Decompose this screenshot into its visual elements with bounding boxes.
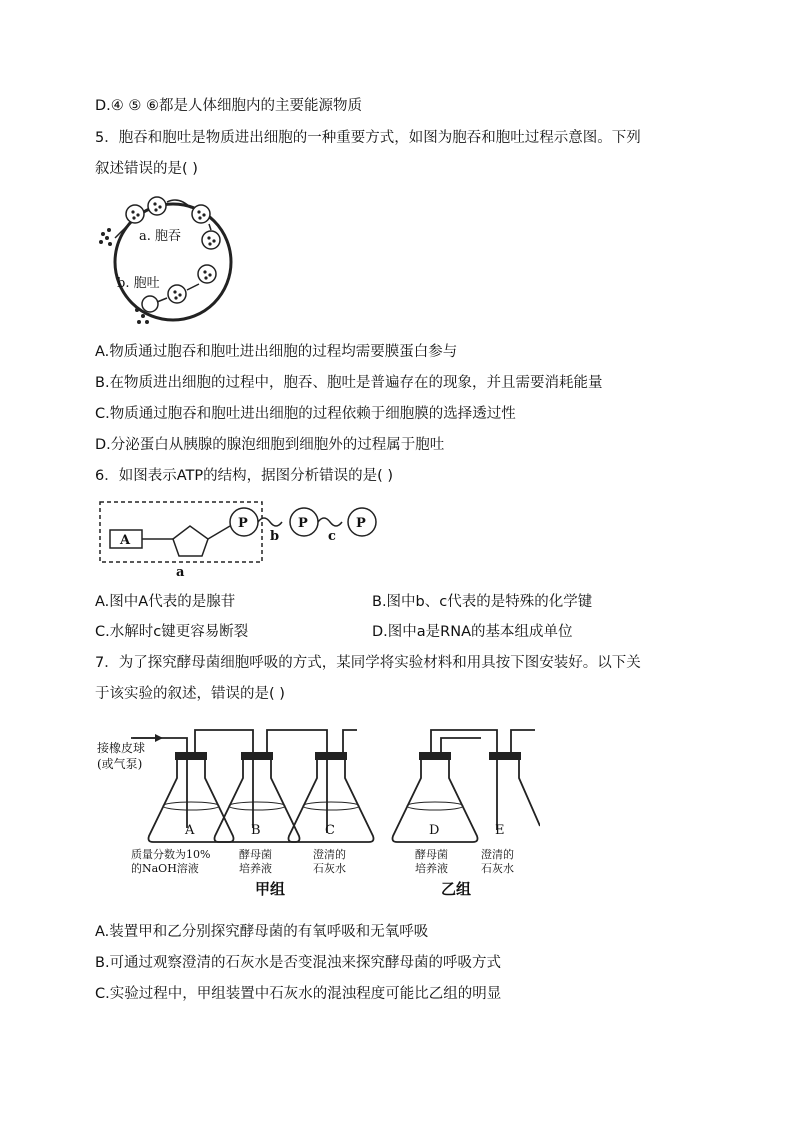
phosphate-3-label: P: [356, 516, 366, 531]
phosphate-1-label: P: [238, 516, 248, 531]
group-2-label: 乙组: [441, 880, 472, 898]
q6-option-c: C.水解时c键更容易断裂: [95, 624, 249, 640]
endocytosis-label: a. 胞吞: [139, 229, 182, 244]
adenine-box-label: A: [120, 533, 131, 548]
pump-label-1: 接橡皮球: [97, 741, 146, 755]
group-1-label: 甲组: [255, 880, 286, 898]
region-a-label: a: [176, 565, 185, 580]
q7-option-a: A.装置甲和乙分别探究酵母菌的有氧呼吸和无氧呼吸: [95, 924, 429, 940]
flask-c-label: C: [325, 823, 335, 838]
q5-stem-line1: 5．胞吞和胞吐是物质进出细胞的一种重要方式，如图为胞吞和胞吐过程示意图。下列: [95, 130, 641, 146]
flask-d-label: D: [429, 823, 440, 838]
q5-option-c: C.物质通过胞吞和胞吐进出细胞的过程依赖于细胞膜的选择透过性: [95, 406, 516, 422]
q5-option-b: B.在物质进出细胞的过程中，胞吞、胞吐是普遍存在的现象，并且需要消耗能量: [95, 375, 603, 391]
flask-d-desc-1: 酵母菌: [415, 848, 448, 861]
flask-c-desc-2: 石灰水: [313, 862, 346, 875]
flask-a-desc-1: 质量分数为10%: [131, 848, 211, 861]
pump-label-2: (或气泵): [97, 757, 143, 771]
bond-b-label: b: [270, 529, 280, 544]
bond-c-label: c: [328, 529, 336, 544]
flask-e-label: E: [495, 823, 505, 838]
flask-e-desc-1: 澄清的: [481, 848, 514, 861]
q7-option-c: C.实验过程中，甲组装置中石灰水的混浊程度可能比乙组的明显: [95, 986, 502, 1002]
flask-b-desc-2: 培养液: [239, 862, 272, 875]
vesicles: [126, 197, 220, 312]
phosphate-2-label: P: [298, 516, 308, 531]
endocytosis-exocytosis-figure: [95, 192, 245, 332]
atp-structure-figure: [98, 500, 388, 580]
yeast-respiration-apparatus-figure: [95, 718, 540, 900]
q5-stem-line2: 叙述错误的是( ): [95, 161, 198, 177]
q7-stem-line1: 7．为了探究酵母菌细胞呼吸的方式，某同学将实验材料和用具按下图安装好。以下关: [95, 655, 641, 671]
q5-option-d: D.分泌蛋白从胰腺的腺泡细胞到细胞外的过程属于胞吐: [95, 437, 445, 453]
q6-option-a: A.图中A代表的是腺苷: [95, 594, 236, 610]
q6-stem: 6．如图表示ATP的结构，据图分析错误的是( ): [95, 468, 394, 484]
flask-e-desc-2: 石灰水: [481, 862, 514, 875]
q5-option-a: A.物质通过胞吞和胞吐进出细胞的过程均需要膜蛋白参与: [95, 344, 458, 360]
flask-b-label: B: [251, 823, 261, 838]
flask-a-label: A: [185, 823, 195, 838]
q6-option-b: B.图中b、c代表的是特殊的化学键: [372, 594, 593, 610]
exocytosis-label: b. 胞吐: [117, 276, 160, 291]
q6-option-d: D.图中a是RNA的基本组成单位: [372, 624, 573, 640]
flask-a-desc-2: 的NaOH溶液: [131, 862, 199, 875]
q7-option-b: B.可通过观察澄清的石灰水是否变混浊来探究酵母菌的呼吸方式: [95, 955, 502, 971]
q7-stem-line2: 于该实验的叙述，错误的是( ): [95, 686, 285, 702]
flasks: [149, 758, 541, 842]
flask-d-desc-2: 培养液: [415, 862, 448, 875]
flask-b-desc-1: 酵母菌: [239, 848, 272, 861]
flask-c-desc-1: 澄清的: [313, 848, 346, 861]
q4-option-d: D.④ ⑤ ⑥都是人体细胞内的主要能源物质: [95, 98, 362, 114]
